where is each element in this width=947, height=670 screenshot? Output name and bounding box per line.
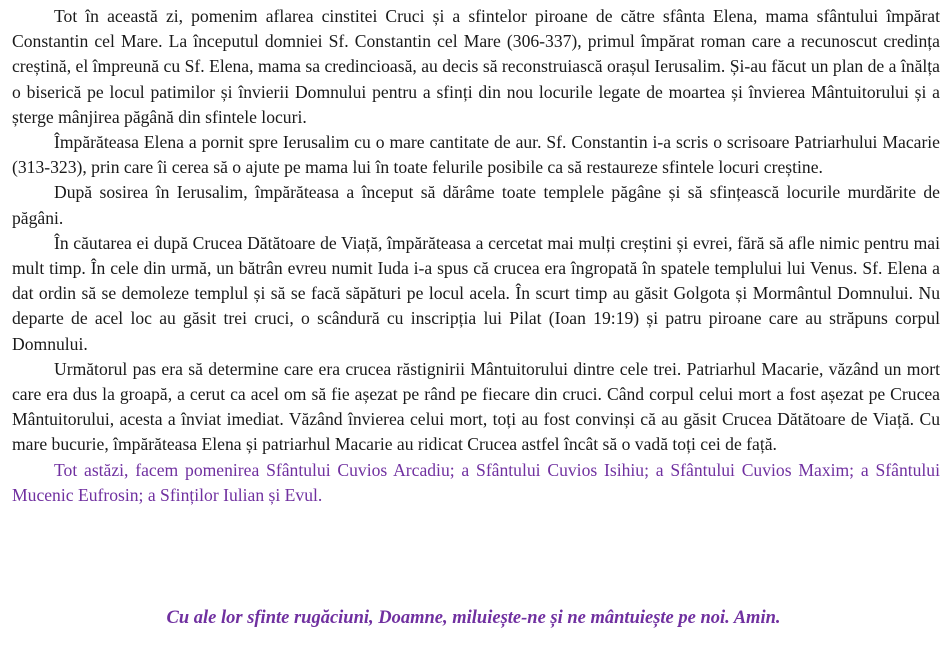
paragraph-search-for-cross: În căutarea ei după Crucea Dătătoare de Viață, împărăteasa a cercetat mai mulți creștini și evrei, fără să afle nimic pentru mai mult timp. În cele din urmă, un bătrân evreu numit Iuda i-a spus că crucea era îngropată în spatele templului lui Venus. Sf. Elena a dat ordin să se demoleze templul și să se facă săpături pe locul acela. În scurt timp au găsit Golgota și Mormântul Domnului. Nu departe de acel loc au găsit trei cruci, o scândură cu inscripția lui Pilat (Ioan 19:19) și patru piroane care au străpuns corpul Domnului. [12, 232, 940, 354]
closing-prayer: Cu ale lor sfinte rugăciuni, Doamne, miluiește-ne și ne mântuiește pe noi. Amin. [166, 608, 781, 628]
paragraph-pagan-temples: După sosirea în Ierusalim, împărăteasa a început să dărâme toate templele păgâne și să sfințească locurile murdărite de păgâni. [12, 182, 940, 228]
paragraph-finding-of-cross: Tot în această zi, pomenim aflarea cinstitei Cruci și a sfintelor piroane de către sfânta Elena, mama sfântului împărat Constantin cel Mare. La începutul domniei Sf. Constantin cel Mare (306-337), primul împărat roman care a recunoscut credința creștină, el împreună cu Sf. Elena, mama sa credincioasă, au decis să reconstruiască orașul Ierusalim. Și-au făcut un plan de a înălța o biserică pe locul patimilor și învierii Domnului pentru a sfinți din nou locurile legate de moartea și învierea Mântuitorului și a șterge mânjirea păgână din sfintele locuri. [12, 6, 940, 127]
document-body [12, 4, 940, 508]
paragraph-journey-to-jerusalem: Împărăteasa Elena a pornit spre Ierusalim cu o mare cantitate de aur. Sf. Constantin i-a scris o scrisoare Patriarhului Macarie (313-323), prin care îi cerea să o ajute pe mama lui în toate felurile posibile ca să restaureze sfintele locuri creștine. [12, 132, 940, 178]
paragraph-commemoration: Tot astăzi, facem pomenirea Sfântului Cuvios Arcadiu; a Sfântului Cuvios Isihiu; a Sfântului Cuvios Maxim; a Sfântului Mucenic Eufrosin; a Sfinților Iulian și Evul. [12, 459, 940, 505]
paragraph-identifying-cross: Următorul pas era să determine care era crucea răstignirii Mântuitorului dintre cele trei. Patriarhul Macarie, văzând un mort care era dus la groapă, a cerut ca acel om să fie așezat pe rând pe fiecare din cruci. Când corpul celui mort a fost așezat pe Crucea Mântuitorului, acesta a înviat imediat. Văzând învierea celui mort, toți au fost convinși că au găsit Crucea Dătătoare de Viață. Cu mare bucurie, împărăteasa Elena și patriarhul Macarie au ridicat Crucea astfel încât să o vadă toți cei de față. [12, 358, 940, 455]
